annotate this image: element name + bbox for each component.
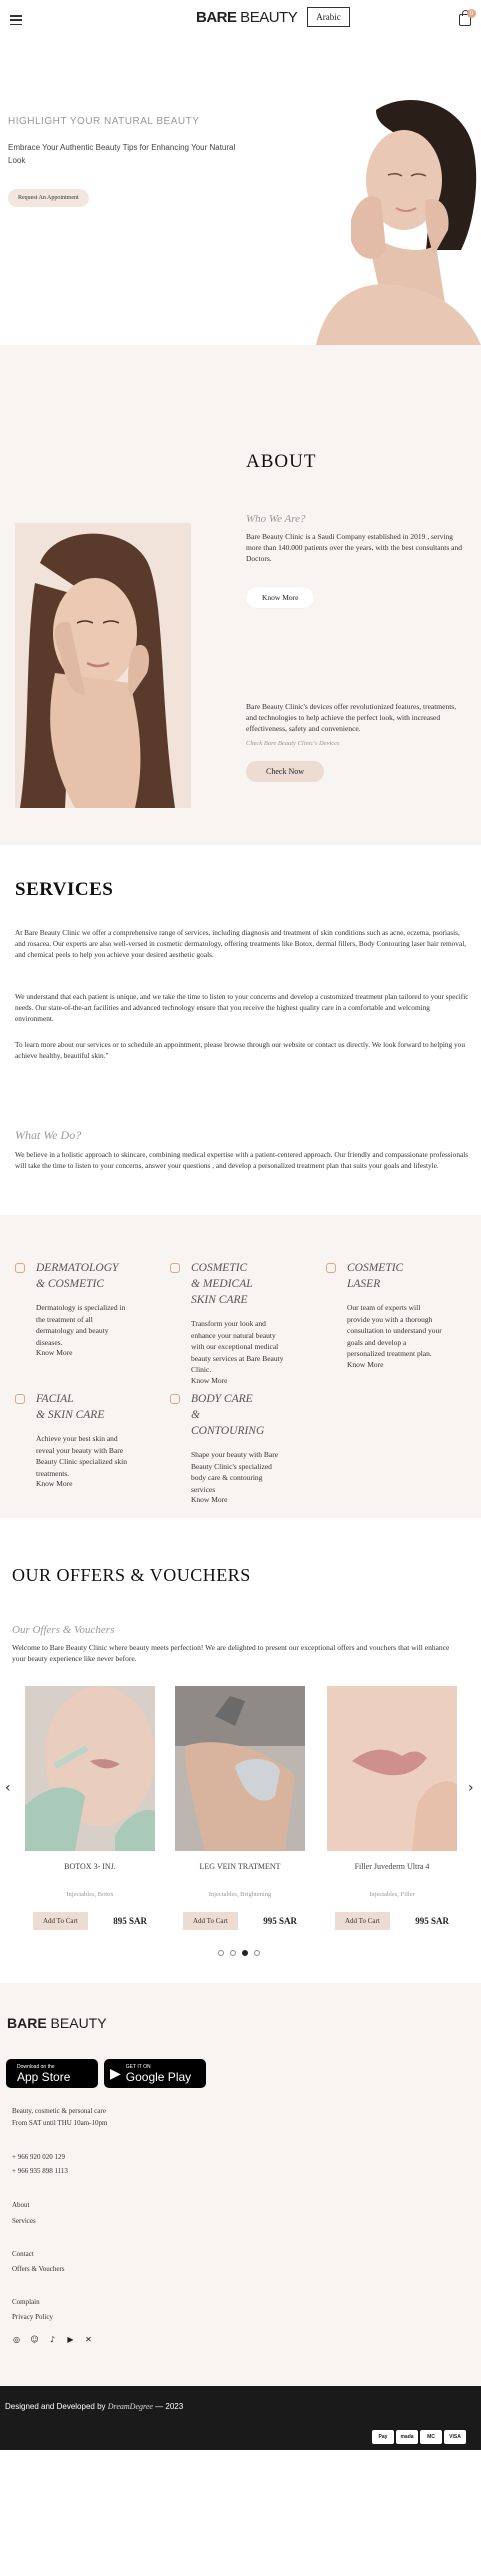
cart-count-badge: 0: [467, 9, 476, 18]
google-play-icon: ▶: [110, 2065, 121, 2082]
product-name: LEG VEIN TRATMENT: [199, 1862, 281, 1871]
carousel-dot[interactable]: [230, 1950, 236, 1956]
service-cards: [0, 1215, 481, 1518]
about-model-image: [15, 523, 191, 808]
hero-section: [0, 80, 481, 345]
product-category: Injectables, Brightening: [208, 1891, 272, 1898]
app-store-button[interactable]: Download on the App Store: [6, 2059, 98, 2088]
product-name: BOTOX 3- INJ.: [64, 1862, 116, 1871]
apple-pay-icon: Pay: [372, 2430, 394, 2444]
card-title: FACIAL & SKIN CARE: [36, 1393, 105, 1421]
snapchat-icon[interactable]: ☺: [30, 2335, 39, 2344]
product-price: 895 SAR: [113, 1916, 147, 1926]
dermatology-icon: [15, 1263, 25, 1273]
product-actions: [175, 1912, 305, 1930]
card-know-more-link[interactable]: Know More: [191, 1495, 228, 1504]
cart-icon[interactable]: [459, 10, 474, 26]
card-title: COSMETIC LASER: [347, 1262, 404, 1290]
service-card-laser[interactable]: [326, 1260, 466, 1369]
who-we-are-title: Who We Are?: [246, 513, 306, 525]
product-card[interactable]: [25, 1686, 155, 1930]
card-know-more-link[interactable]: Know More: [36, 1479, 73, 1488]
product-name: Filler Juvederm Ultra 4: [354, 1862, 430, 1871]
about-section: [0, 345, 481, 845]
add-to-cart-button[interactable]: Add To Cart: [335, 1912, 390, 1930]
footer-link-complain[interactable]: Complain: [12, 2298, 40, 2306]
carousel-dot-active[interactable]: [242, 1950, 248, 1956]
menu-icon[interactable]: [10, 15, 22, 25]
about-know-more-button[interactable]: Know More: [246, 587, 314, 608]
facial-icon: [15, 1394, 25, 1404]
footer-link-offers[interactable]: Offers & Vouchers: [12, 2265, 65, 2273]
check-now-button[interactable]: Check Now: [246, 761, 324, 782]
what-we-do-title: What We Do?: [15, 1128, 82, 1142]
services-paragraph-3: To learn more about our services or to schedule an appointment, please browse through our website or contact us directly. We look forward to helping you achieve healthy, beautiful skin.": [15, 1040, 465, 1060]
youtube-icon[interactable]: ▶: [67, 2335, 74, 2344]
card-know-more-link[interactable]: Know More: [347, 1359, 384, 1369]
hero-text: [8, 116, 248, 207]
carousel-prev-icon[interactable]: ‹: [5, 1780, 11, 1796]
leg-vein-product-image: [175, 1686, 305, 1851]
carousel-dot[interactable]: [254, 1950, 260, 1956]
card-title: BODY CARE & CONTOURING: [191, 1393, 265, 1437]
mada-icon: mada: [396, 2430, 418, 2444]
developer-link[interactable]: DreamDegree: [107, 2402, 153, 2411]
mastercard-icon: MC: [420, 2430, 442, 2444]
card-description: Our team of experts will provide you with a thorough consultation to understand your goals and develop a personalized treatment plan.: [347, 1303, 442, 1358]
footer-tagline: Beauty, cosmetic & personal care: [12, 2107, 106, 2115]
botox-product-image: [25, 1686, 155, 1851]
carousel-dot[interactable]: [218, 1950, 224, 1956]
social-links: [12, 2335, 93, 2344]
request-appointment-button[interactable]: Request An Appointment: [8, 189, 89, 207]
product-actions: [327, 1912, 457, 1930]
product-category: Injectables, Filler: [369, 1891, 415, 1898]
footer-phone-2[interactable]: + 966 935 898 1113: [12, 2167, 68, 2175]
product-card[interactable]: [327, 1686, 457, 1930]
service-card-body-care[interactable]: [170, 1391, 310, 1504]
what-we-do-paragraph: We believe in a holistic approach to skincare, combining medical expertise with a patient-centered approach. Our friendly and compassionate professionals will take the time to listen to your concerns, answer your questions , and develop a personalized treatment plan that suits your goals and lifestyle.: [15, 1150, 469, 1170]
card-know-more-link[interactable]: Know More: [36, 1348, 73, 1357]
services-section: [0, 845, 481, 1215]
hero-subtitle: Embrace Your Authentic Beauty Tips for Enhancing Your Natural Look: [8, 143, 236, 165]
footer-link-contact[interactable]: Contact: [12, 2250, 34, 2258]
services-paragraph-2: We understand that each patient is unique, and we take the time to listen to your concerns and develop a customized treatment plan tailored to your specific needs. Our state-of-the-art facilities and advanced technology ensure that you receive the highest quality care in a comfortable and welcoming environment.: [15, 992, 469, 1023]
card-description: Shape your beauty with Bare Beauty Clinic's specialized body care & contouring services: [191, 1450, 279, 1494]
product-price: 995 SAR: [415, 1916, 449, 1926]
hero-title: HIGHLIGHT YOUR NATURAL BEAUTY: [8, 116, 200, 127]
visa-icon: VISA: [444, 2430, 466, 2444]
services-paragraph-1: At Bare Beauty Clinic we offer a comprehensive range of services, including diagnosis and treatment of skin conditions such as acne, eczema, psoriasis, and rosacea. Our experts are also well-versed in cosmetic dermatology, offering treatments like Botox, dermal fillers, Body Contouring laser hair removal, and chemical peels to help you achieve your desired aesthetic goals.: [15, 928, 467, 959]
offers-paragraph: Welcome to Bare Beauty Clinic where beauty meets perfection! We are delighted to present our exceptional offers and vouchers that will enhance your beauty experience like never before.: [12, 1643, 450, 1663]
offers-heading: OUR OFFERS & VOUCHERS: [12, 1565, 251, 1585]
filler-product-image: [327, 1686, 457, 1851]
product-actions: [25, 1912, 155, 1930]
add-to-cart-button[interactable]: Add To Cart: [33, 1912, 88, 1930]
product-card[interactable]: [175, 1686, 305, 1930]
service-card-skin-care[interactable]: [170, 1260, 310, 1385]
card-know-more-link[interactable]: Know More: [191, 1375, 228, 1385]
service-card-facial[interactable]: [15, 1391, 155, 1488]
devices-link[interactable]: Check Bare Beauty Clinic's Devices: [246, 740, 340, 747]
product-price: 995 SAR: [263, 1916, 297, 1926]
card-description: Achieve your best skin and reveal your beauty with Bare Beauty Clinic specialized skin treatments.: [36, 1434, 128, 1478]
service-card-dermatology[interactable]: [15, 1260, 155, 1357]
offers-section: [0, 1518, 481, 1983]
add-to-cart-button[interactable]: Add To Cart: [183, 1912, 238, 1930]
product-category: Injectables, Botox: [66, 1891, 114, 1898]
skin-care-icon: [170, 1263, 180, 1273]
hero-model-image: [256, 80, 481, 345]
credits: Designed and Developed by DreamDegree — 2023: [5, 2402, 184, 2411]
body-care-icon: [170, 1394, 180, 1404]
logo-group: [196, 7, 350, 27]
offers-subtitle: Our Offers & Vouchers: [12, 1624, 115, 1636]
about-heading: ABOUT: [246, 451, 317, 472]
header: [0, 0, 481, 40]
x-icon[interactable]: ✕: [85, 2335, 92, 2344]
services-heading: SERVICES: [15, 879, 114, 900]
carousel-next-icon[interactable]: ›: [468, 1780, 474, 1796]
bottom-bar: [0, 2386, 481, 2450]
google-play-button[interactable]: ▶ GET IT ON Google Play: [104, 2059, 206, 2088]
card-description: Transform your look and enhance your natural beauty with our exceptional medical beauty services at Bare Beauty Clinic.: [191, 1319, 284, 1374]
footer-phone-1[interactable]: + 966 920 020 129: [12, 2153, 65, 2161]
carousel-dots: [218, 1950, 260, 1956]
footer-link-about[interactable]: About: [12, 2201, 30, 2209]
card-description: Dermatology is specialized in the treatment of all dermatology and beauty diseases.: [36, 1303, 126, 1347]
card-title: COSMETIC & MEDICAL SKIN CARE: [191, 1262, 253, 1306]
footer-link-services[interactable]: Services: [12, 2217, 36, 2225]
instagram-icon[interactable]: ◎: [13, 2335, 20, 2344]
card-title: DERMATOLOGY & COSMETIC: [36, 1262, 119, 1290]
footer: [0, 1983, 481, 2386]
devices-paragraph: Bare Beauty Clinic's devices offer revolutionized features, treatments, and technologies to help achieve the perfect look, with increased effectiveness, safety and convenience.: [246, 702, 457, 733]
about-paragraph: Bare Beauty Clinic is a Saudi Company established in 2019 , serving more than 140.000 patients over the years, with the best consultants and Doctors.: [246, 532, 462, 563]
payment-methods: [372, 2430, 466, 2444]
footer-logo[interactable]: BARE BEAUTY: [7, 2015, 107, 2031]
laser-icon: [326, 1263, 336, 1273]
language-button[interactable]: Arabic: [307, 7, 350, 27]
footer-hours: From SAT until THU 10am-10pm: [12, 2119, 108, 2127]
logo[interactable]: BARE BEAUTY: [196, 8, 298, 26]
footer-link-privacy[interactable]: Privacy Policy: [12, 2313, 54, 2321]
tiktok-icon[interactable]: ♪: [49, 2335, 56, 2344]
